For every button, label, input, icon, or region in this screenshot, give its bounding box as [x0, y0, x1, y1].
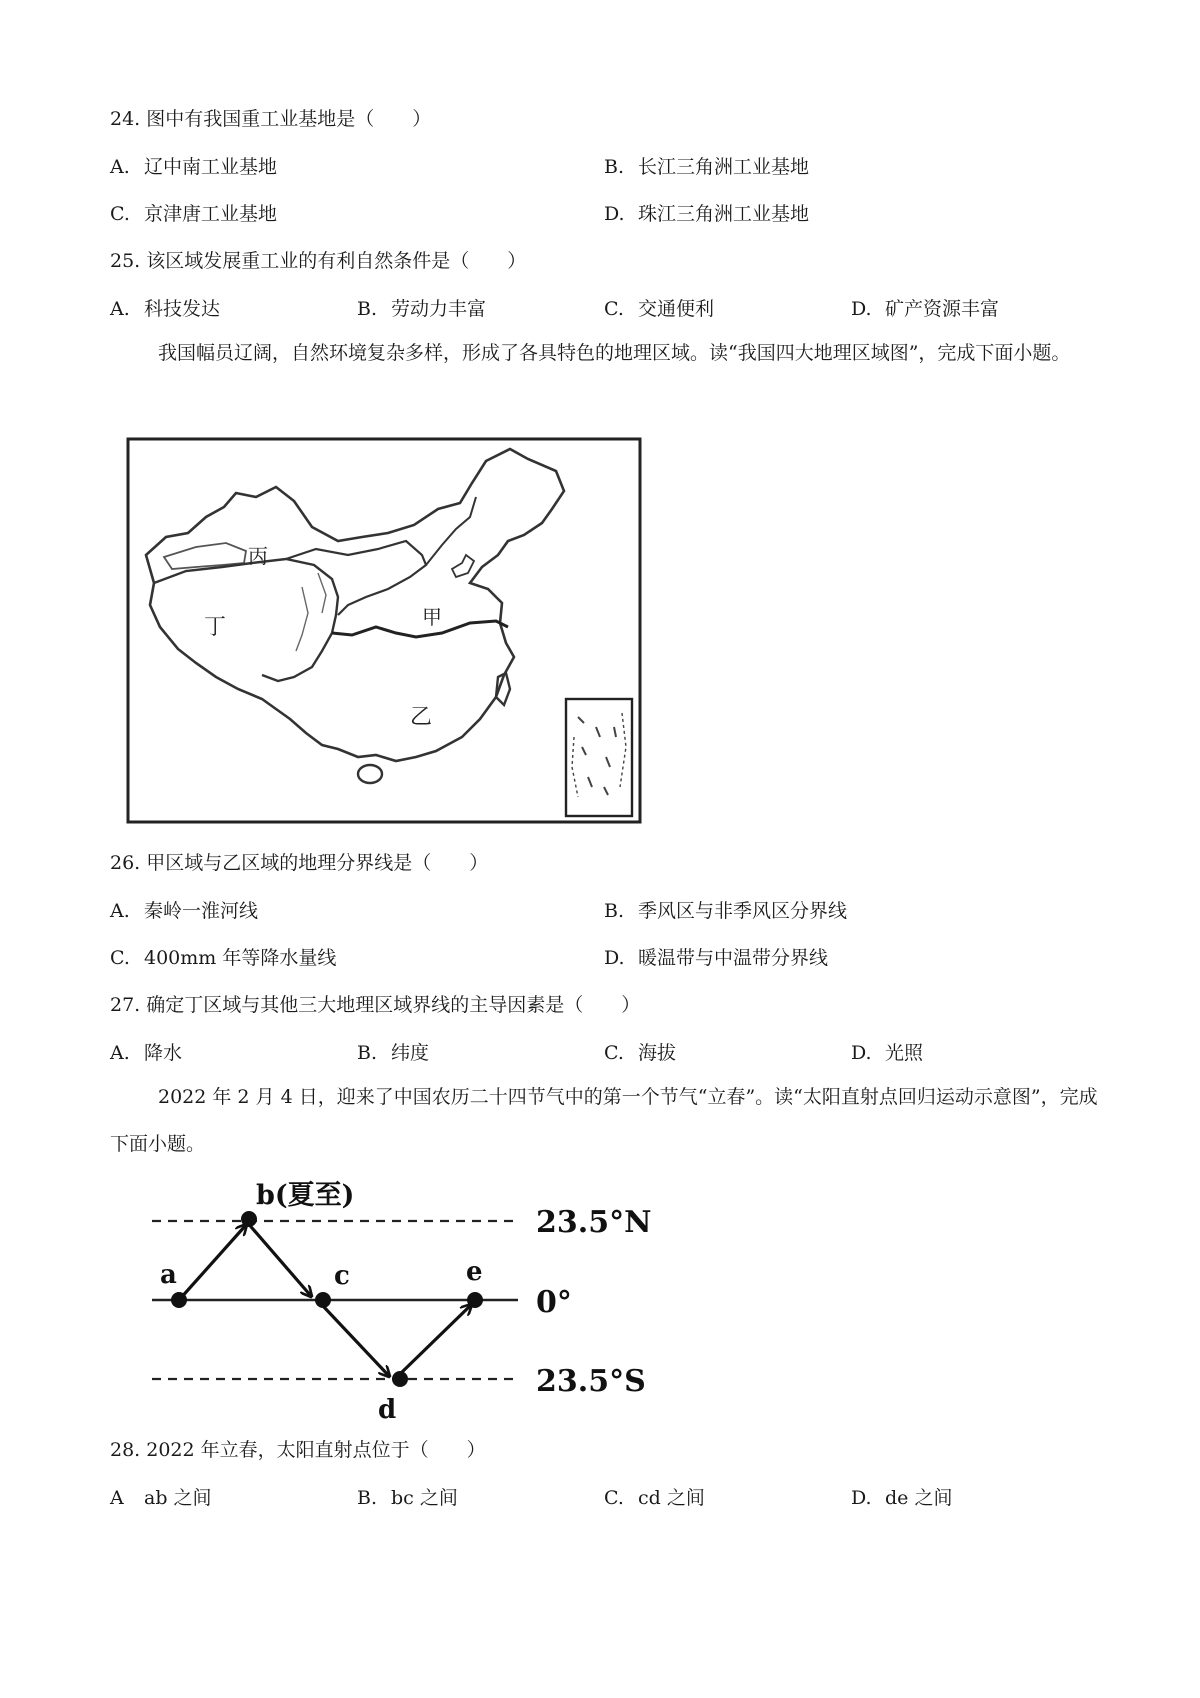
option-letter: C.	[110, 947, 130, 969]
passage-intro-solar: 2022 年 2 月 4 日，迎来了中国农历二十四节气中的第一个节气“立春”。读“太阳直射点回归运动示意图”，完成下面小题。	[110, 1086, 1098, 1155]
map-label-yi: 乙	[410, 705, 433, 730]
question-28-stem: 28. 2022 年立春，太阳直射点位于（ ）	[110, 1439, 486, 1461]
label-23-5-n: 23.5°N	[536, 1205, 652, 1240]
map-label-jia: 甲	[422, 605, 442, 629]
point-e	[467, 1292, 483, 1308]
option-letter: D.	[851, 1042, 872, 1064]
point-d	[392, 1371, 408, 1387]
arrow-d-to-e	[400, 1305, 471, 1374]
option-text: 珠江三角洲工业基地	[638, 203, 810, 225]
option-letter: C.	[604, 298, 624, 320]
point-c	[315, 1292, 331, 1308]
map-label-bing: 丙	[248, 544, 268, 568]
option-letter: A.	[110, 1042, 130, 1064]
option-letter: B.	[357, 298, 378, 320]
south-china-sea-inset	[566, 699, 632, 816]
label-23-5-s: 23.5°S	[536, 1364, 646, 1399]
option-letter: B.	[357, 1487, 378, 1509]
q26-option-d[interactable]	[604, 943, 828, 970]
option-letter: D.	[851, 298, 872, 320]
passage-intro-regions: 我国幅员辽阔，自然环境复杂多样，形成了各具特色的地理区域。读“我国四大地理区域图”，完成下面小题。	[158, 342, 1071, 364]
q26-option-c[interactable]	[110, 943, 336, 970]
q27-option-b[interactable]	[357, 1038, 429, 1065]
point-a	[171, 1292, 187, 1308]
label-a: a	[160, 1260, 177, 1290]
map-label-ding: 丁	[204, 615, 227, 640]
question-24-stem: 24. 图中有我国重工业基地是（ ）	[110, 108, 432, 130]
solar-migration-diagram	[146, 1172, 666, 1424]
option-text: 矿产资源丰富	[885, 298, 1000, 320]
china-regions-map	[126, 437, 642, 824]
option-letter: C.	[604, 1487, 624, 1509]
option-text: 光照	[885, 1042, 924, 1064]
option-letter: B.	[604, 156, 625, 178]
q25-option-d[interactable]	[851, 294, 999, 321]
question-27-stem: 27. 确定丁区域与其他三大地理区域界线的主导因素是（ ）	[110, 994, 641, 1016]
option-text: 海拔	[638, 1042, 677, 1064]
option-letter: B.	[604, 900, 625, 922]
option-text: 暖温带与中温带分界线	[638, 947, 829, 969]
option-text: 科技发达	[144, 298, 221, 320]
q26-option-b[interactable]	[604, 896, 847, 923]
arrow-a-to-b	[179, 1225, 246, 1300]
option-letter: D.	[604, 947, 625, 969]
q24-option-b[interactable]	[604, 152, 809, 179]
option-text: 劳动力丰富	[391, 298, 487, 320]
option-text: 400mm 年等降水量线	[144, 947, 337, 969]
option-text: ab 之间	[144, 1487, 212, 1509]
q25-option-a[interactable]	[110, 294, 220, 321]
q28-option-b[interactable]	[357, 1483, 458, 1510]
option-text: 纬度	[391, 1042, 430, 1064]
option-text: bc 之间	[391, 1487, 458, 1509]
option-letter: C.	[110, 203, 130, 225]
q28-option-a[interactable]	[110, 1483, 212, 1510]
option-text: 辽中南工业基地	[144, 156, 278, 178]
arrow-c-to-d	[323, 1306, 389, 1376]
arrow-b-to-c	[246, 1221, 311, 1296]
option-text: 交通便利	[638, 298, 715, 320]
option-text: 秦岭一淮河线	[144, 900, 259, 922]
label-b: b(夏至)	[256, 1180, 355, 1211]
option-letter: A.	[110, 156, 130, 178]
question-26-stem: 26. 甲区域与乙区域的地理分界线是（ ）	[110, 852, 489, 874]
q24-option-d[interactable]	[604, 199, 809, 226]
q27-option-d[interactable]	[851, 1038, 923, 1065]
question-25-stem: 25. 该区域发展重工业的有利自然条件是（ ）	[110, 250, 527, 272]
q27-option-a[interactable]	[110, 1038, 182, 1065]
label-c: c	[334, 1261, 350, 1291]
q28-option-d[interactable]	[851, 1483, 952, 1510]
q28-option-c[interactable]	[604, 1483, 705, 1510]
q25-option-c[interactable]	[604, 294, 714, 321]
option-letter: A.	[110, 298, 130, 320]
option-text: cd 之间	[638, 1487, 705, 1509]
label-d: d	[378, 1395, 397, 1424]
option-letter: C.	[604, 1042, 624, 1064]
option-text: 长江三角洲工业基地	[638, 156, 810, 178]
option-letter: B.	[357, 1042, 378, 1064]
q26-option-a[interactable]	[110, 896, 258, 923]
q24-option-a[interactable]	[110, 152, 277, 179]
label-equator: 0°	[536, 1285, 572, 1320]
option-text: 季风区与非季风区分界线	[638, 900, 848, 922]
option-text: 京津唐工业基地	[144, 203, 278, 225]
option-text: de 之间	[885, 1487, 953, 1509]
option-letter: D.	[851, 1487, 872, 1509]
option-text: 降水	[144, 1042, 183, 1064]
q25-option-b[interactable]	[357, 294, 486, 321]
q27-option-c[interactable]	[604, 1038, 676, 1065]
option-letter: D.	[604, 203, 625, 225]
label-e: e	[466, 1257, 483, 1287]
point-b	[241, 1211, 257, 1227]
q24-option-c[interactable]	[110, 199, 277, 226]
option-letter: A	[110, 1487, 124, 1509]
option-letter: A.	[110, 900, 130, 922]
